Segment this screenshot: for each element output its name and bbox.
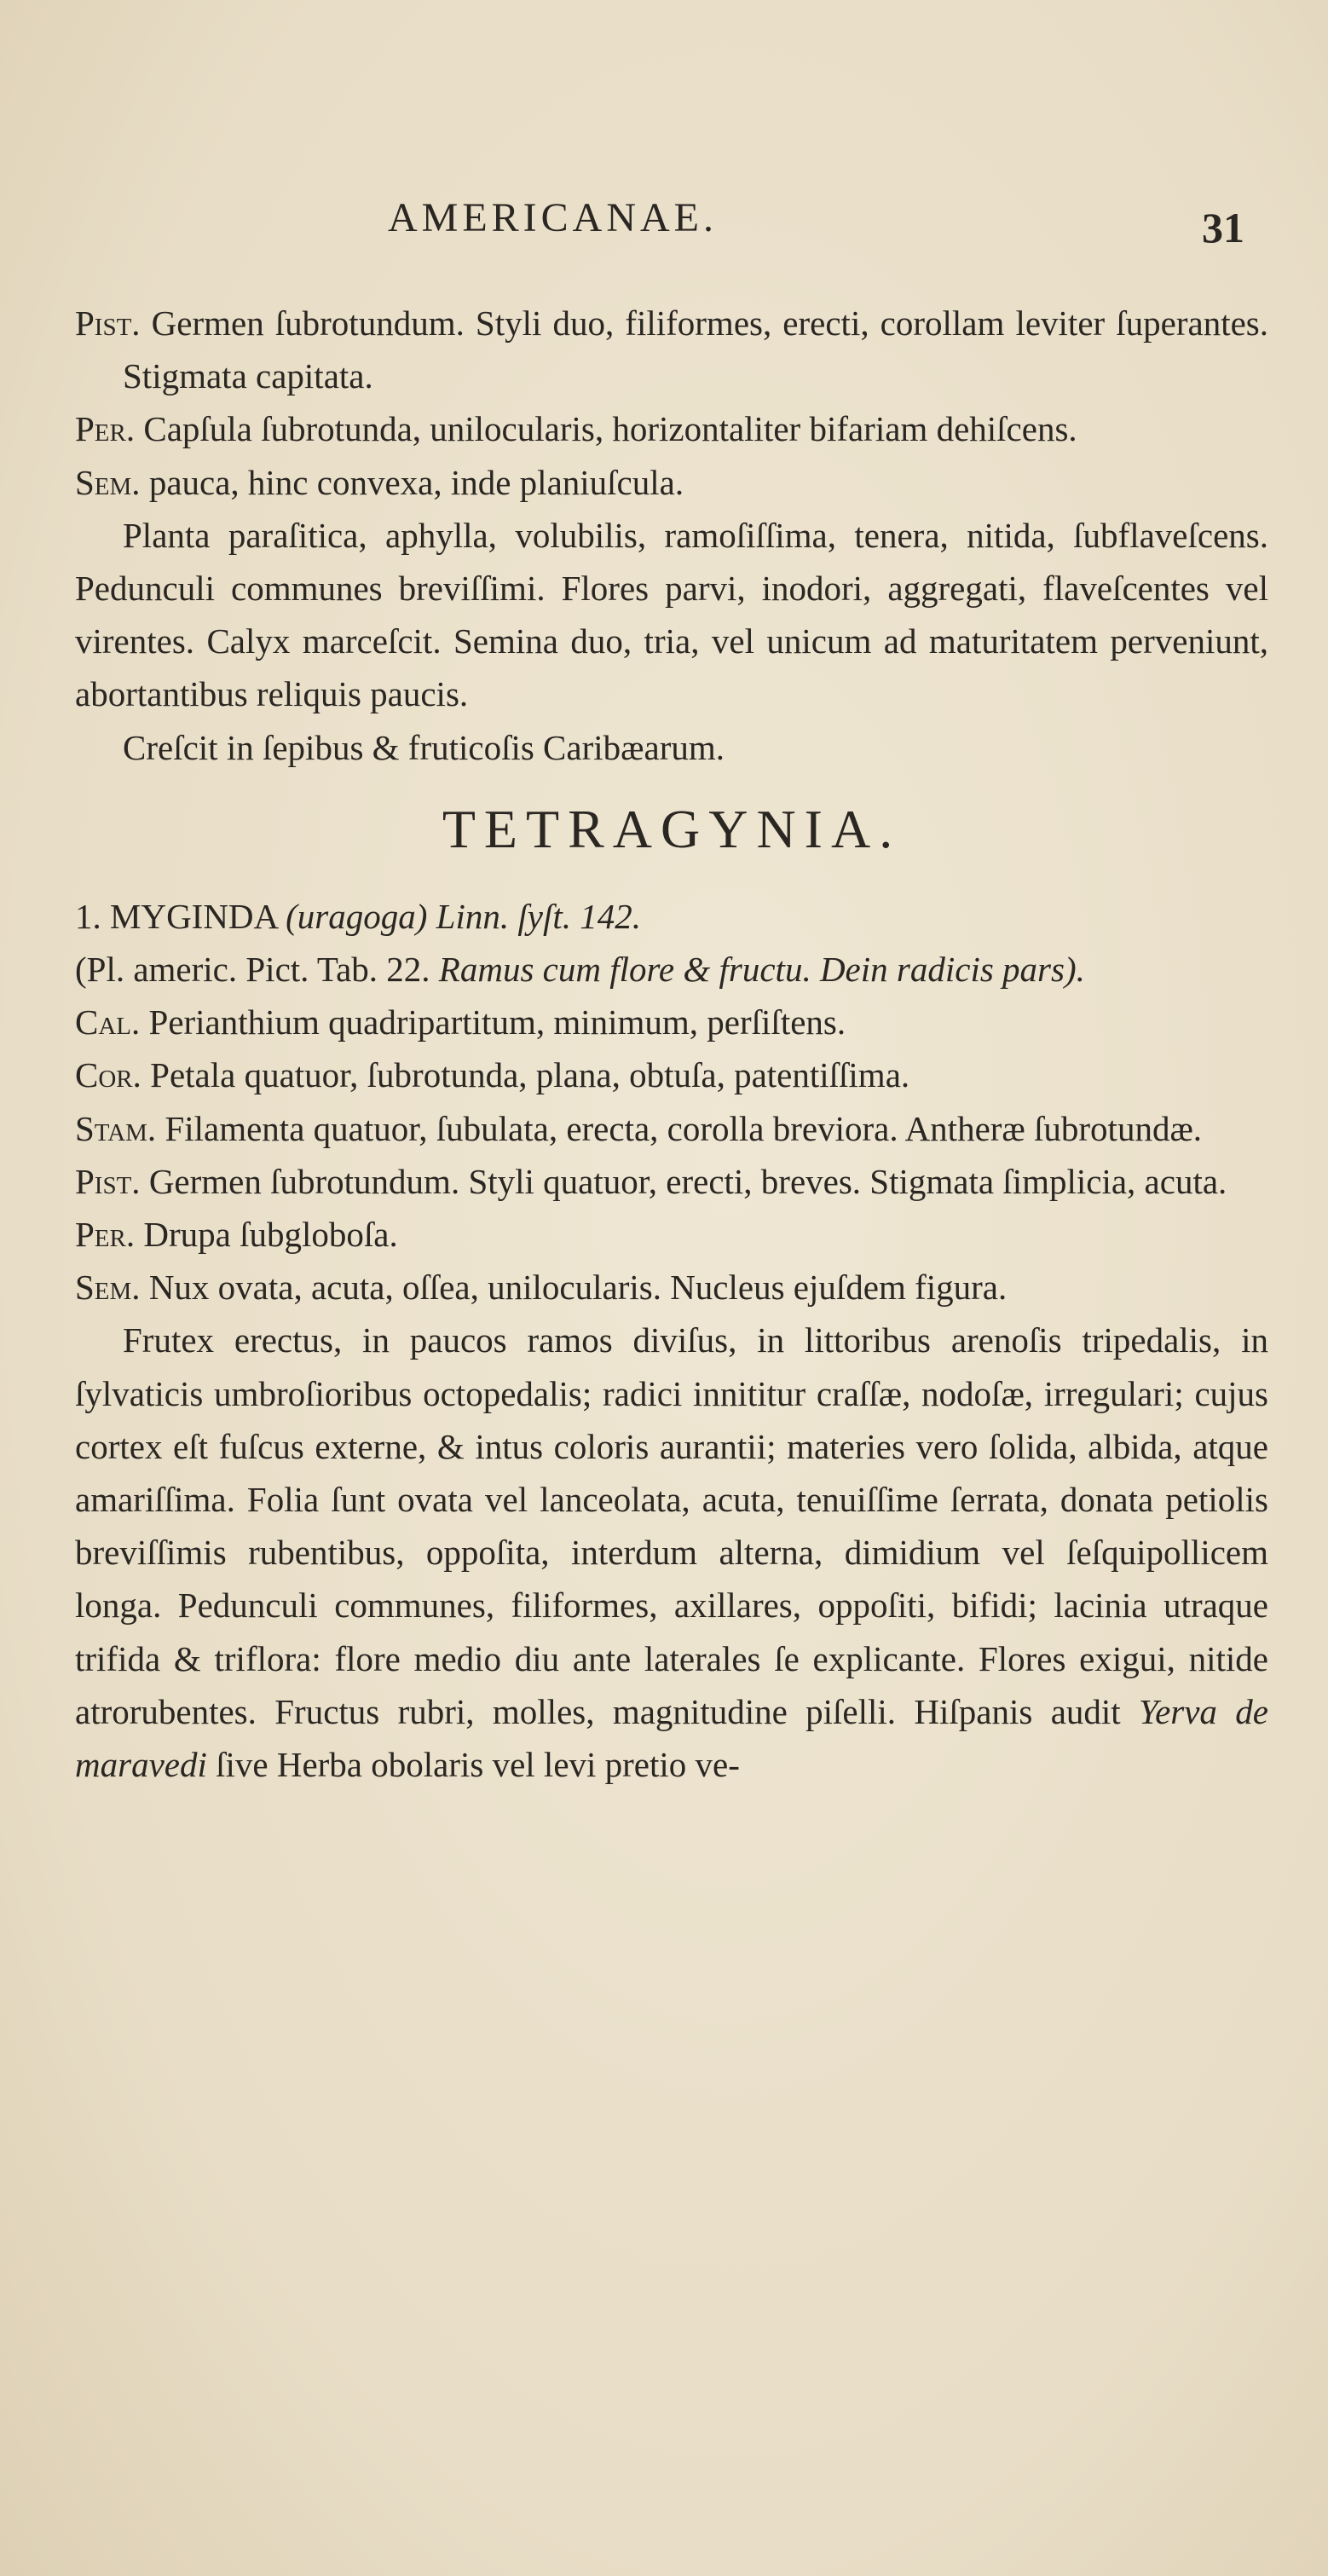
corolla-text: Petala quatuor, ſubrotunda, plana, obtuſa, patentiſſima. bbox=[150, 1055, 910, 1095]
genus-name: MYGINDA bbox=[110, 896, 277, 936]
pericarp-entry-2 bbox=[75, 1208, 1268, 1261]
plate-reference bbox=[75, 943, 1268, 996]
corolla-entry bbox=[75, 1048, 1268, 1101]
calyx-label: Cal. bbox=[75, 1002, 141, 1043]
pistil-label: Pist. bbox=[75, 303, 141, 343]
plate-caption: Ramus cum flore & fructu. Dein radicis pars). bbox=[438, 950, 1085, 990]
description-start: Frutex erectus, in paucos ramos diviſus, in littoribus arenoſis tripedalis, in ſylvaticis umbroſioribus octopedalis; radici innititur craſſæ, nodoſæ, irregulari; cujus cortex eſt fuſcus externe, & intus coloris aurantii; materies vero ſolida, albida, atque amariſſima. Folia ſunt ovata vel lanceolata, acuta, tenuiſſime ſerrata, donata petiolis breviſſimis rubentibus, oppoſita, interdum alterna, dimidium vel ſeſquipollicem longa. Pedunculi communes, filiformes, axillares, oppoſiti, bifidi; lacinia utraque trifida & triflora: flore medio diu ante laterales ſe explicante. Flores exigui, nitide atrorubentes. Fructus rubri, molles, magnitudine piſelli. Hiſpanis audit bbox=[75, 1320, 1268, 1731]
linnaeus-citation: Linn. ſyſt. 142. bbox=[436, 896, 641, 936]
plant-description: Planta paraſitica, aphylla, volubilis, ramoſiſſima, tenera, nitida, ſubflaveſcens. Pedunculi communes breviſſimi. Flores parvi, inodori, aggregati, flaveſcentes vel virentes. Calyx marceſcit. Semina duo, tria, vel unicum ad maturitatem perveniunt, abortantibus reliquis paucis. bbox=[75, 515, 1268, 714]
genus-heading bbox=[75, 890, 1268, 943]
calyx-text: Perianthium quadripartitum, minimum, perſiſtens. bbox=[148, 1002, 846, 1043]
pericarp-entry bbox=[75, 402, 1268, 455]
pistil-entry-2 bbox=[75, 1155, 1268, 1208]
genus-number: 1. bbox=[75, 896, 101, 936]
pistil-text: Germen ſubrotundum. Styli duo, filiformes, erecti, corollam leviter ſuperantes. Stigmata capitata. bbox=[123, 303, 1268, 396]
seed-entry-2 bbox=[75, 1261, 1268, 1314]
pericarp-label: Per. bbox=[75, 409, 136, 449]
pistil-text-2: Germen ſubrotundum. Styli quatuor, erecti, breves. Stigmata ſimplicia, acuta. bbox=[148, 1161, 1227, 1201]
running-head: AMERICANAE. bbox=[388, 195, 718, 240]
page-number: 31 bbox=[1202, 204, 1244, 251]
stamen-text: Filamenta quatuor, ſubulata, erecta, corolla breviora. Antheræ ſubrotundæ. bbox=[165, 1108, 1203, 1148]
stamen-entry bbox=[75, 1102, 1268, 1155]
seed-entry bbox=[75, 456, 1268, 509]
seed-label-2: Sem. bbox=[75, 1268, 141, 1308]
calyx-entry bbox=[75, 996, 1268, 1048]
page-body bbox=[75, 297, 1268, 1791]
section-heading: TETRAGYNIA. bbox=[442, 798, 902, 859]
pistil-label-2: Pist. bbox=[75, 1161, 141, 1201]
pistil-entry bbox=[75, 297, 1268, 402]
corolla-label: Cor. bbox=[75, 1055, 141, 1095]
genus-synonym: (uragoga) bbox=[286, 896, 428, 936]
seed-text-2: Nux ovata, acuta, oſſea, unilocularis. Nucleus ejuſdem figura. bbox=[148, 1268, 1008, 1308]
seed-label: Sem. bbox=[75, 462, 141, 502]
shrub-description bbox=[75, 1314, 1268, 1791]
pericarp-text: Capſula ſubrotunda, unilocularis, horizontaliter bifariam dehiſcens. bbox=[143, 409, 1077, 449]
page-header bbox=[0, 194, 1328, 263]
seed-text: pauca, hinc convexa, inde planiuſcula. bbox=[148, 462, 684, 502]
habitat-note: Creſcit in ſepibus & fruticoſis Caribæarum. bbox=[123, 727, 725, 767]
plate-ref: (Pl. americ. Pict. Tab. 22. bbox=[75, 950, 430, 990]
vernacular-name: Yerva de maravedi bbox=[75, 1691, 1268, 1785]
pericarp-text-2: Drupa ſubgloboſa. bbox=[143, 1215, 398, 1255]
description-end: ſive Herba obolaris vel levi pretio ve- bbox=[216, 1745, 740, 1785]
stamen-label: Stam. bbox=[75, 1108, 157, 1148]
pericarp-label-2: Per. bbox=[75, 1215, 136, 1255]
